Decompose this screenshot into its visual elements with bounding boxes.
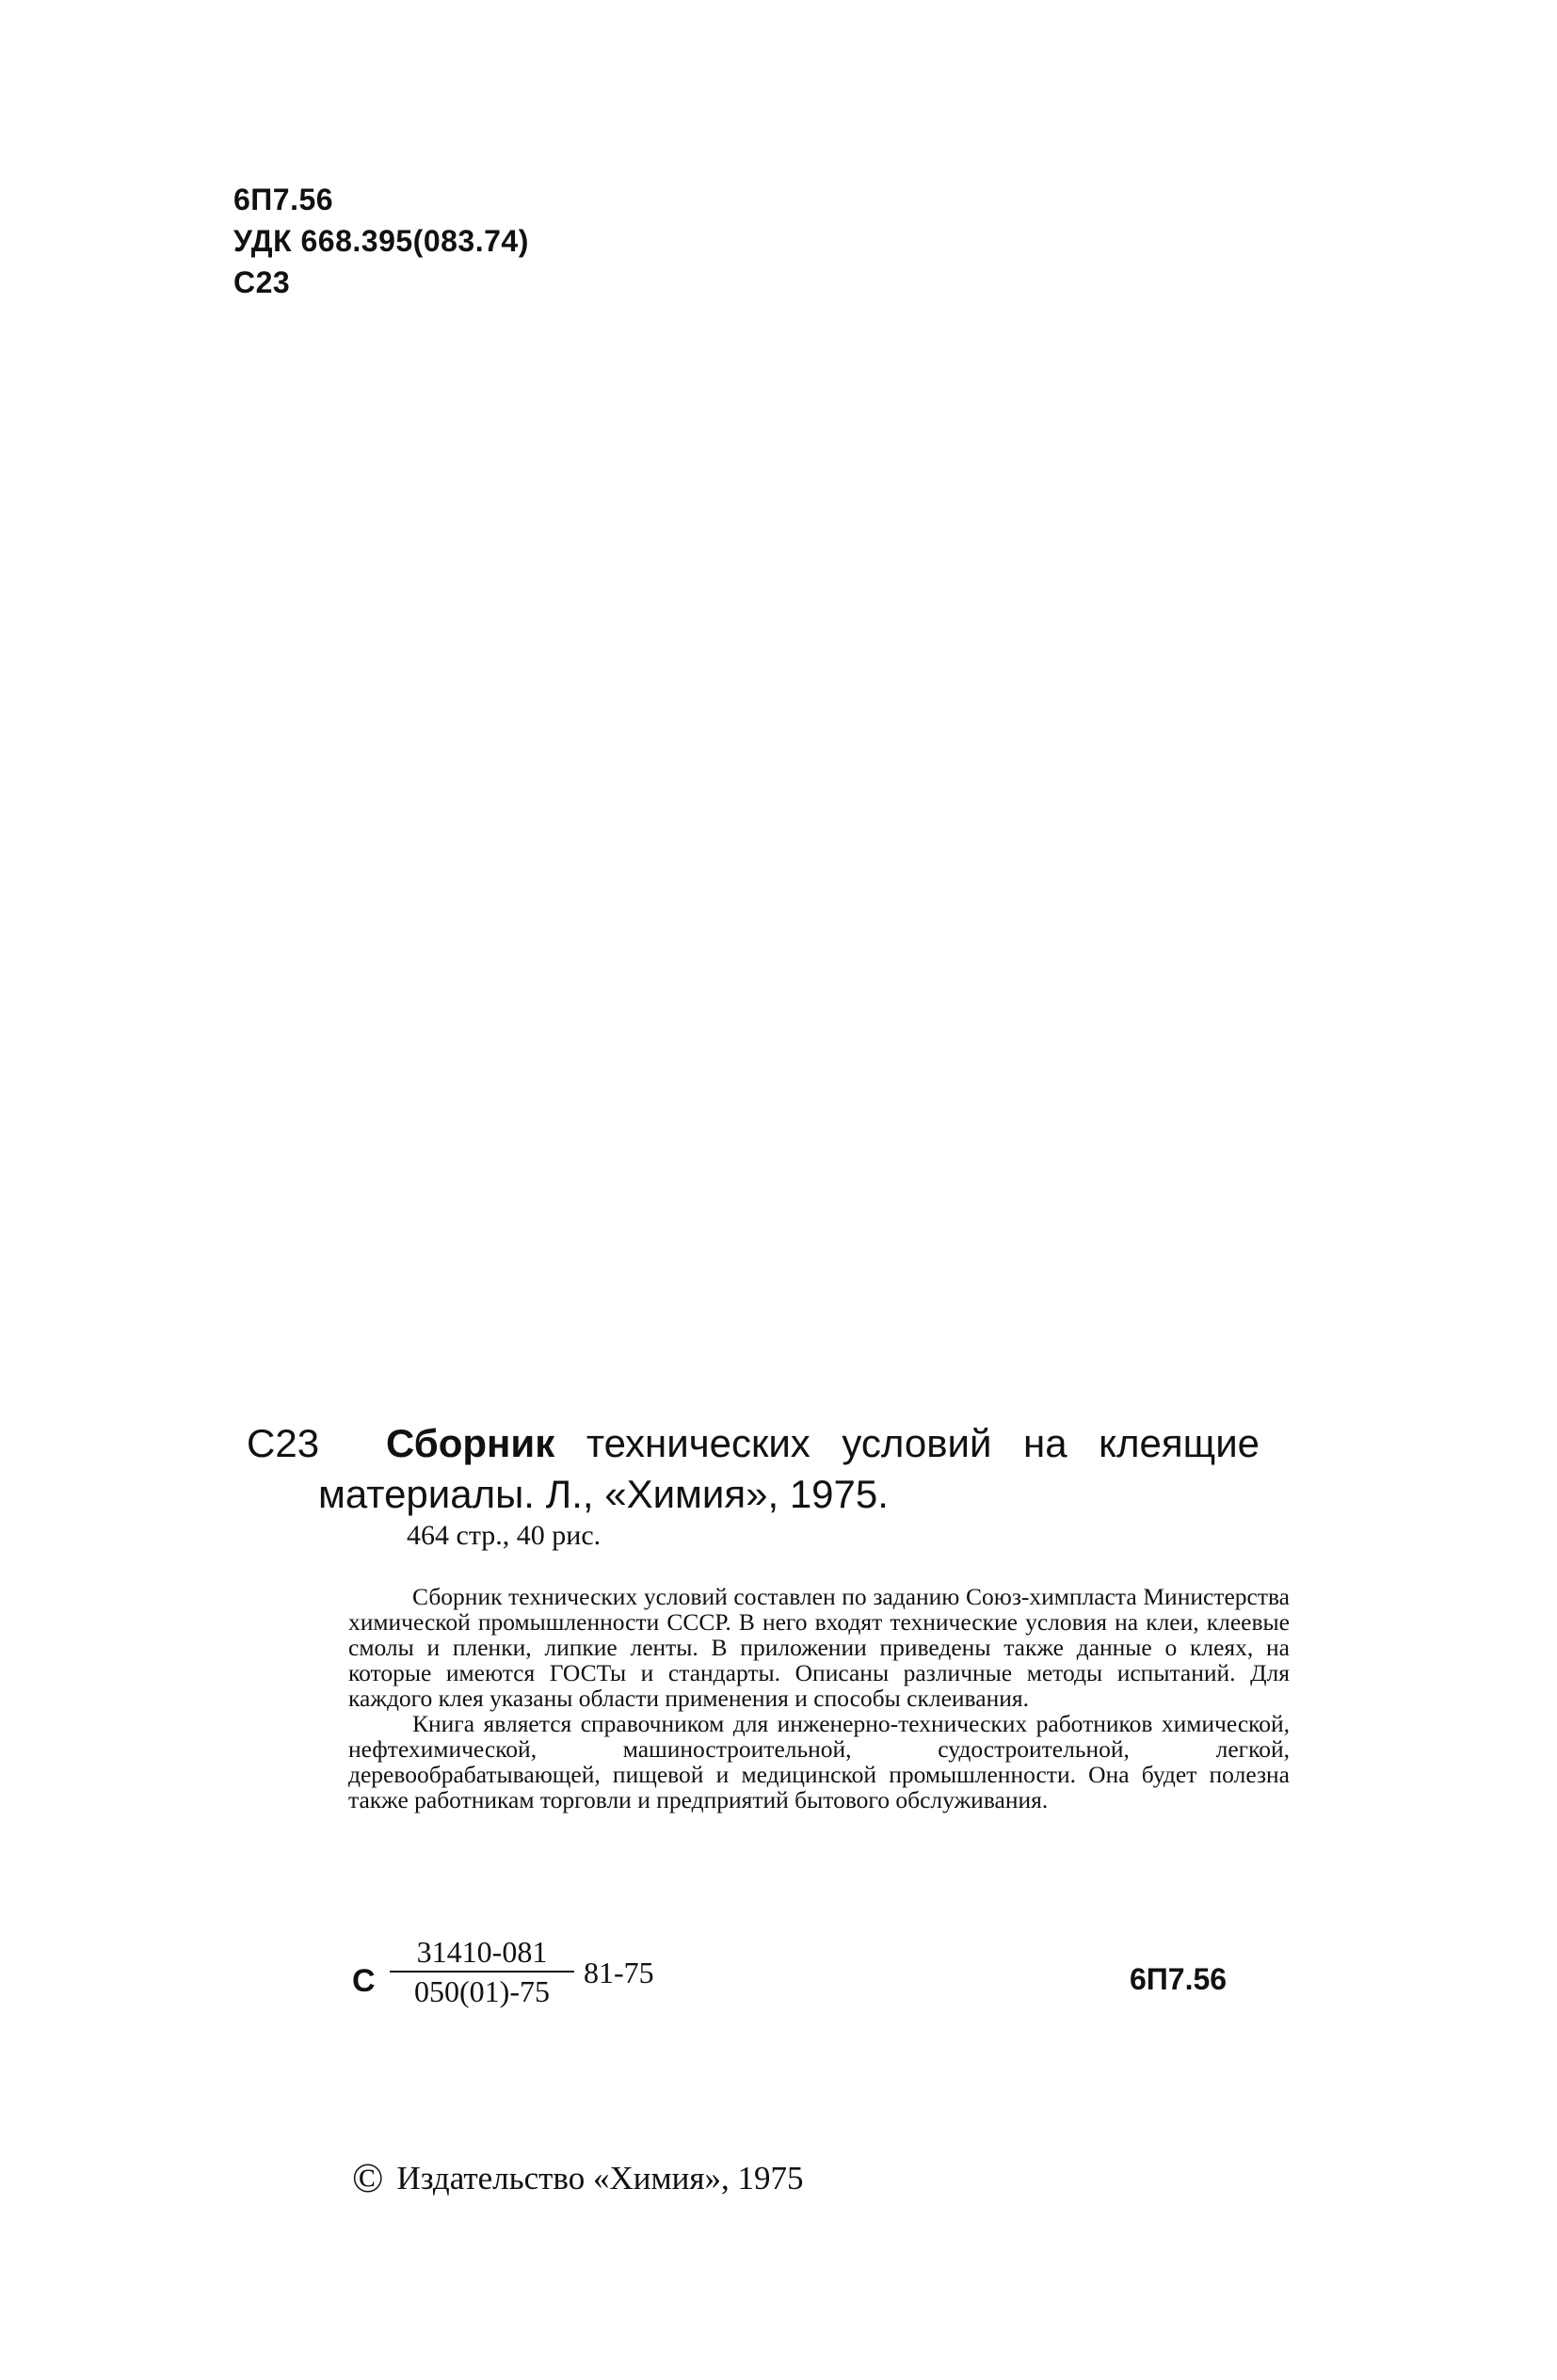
card-title-line-1 (318, 1418, 1260, 1469)
card-title-line-2: материалы. Л., «Химия», 1975. (318, 1472, 889, 1516)
copyright-text: Издательство «Химия», 1975 (396, 2160, 804, 2196)
index-denominator: 050(01)-75 (414, 1974, 550, 2008)
card-author-mark: С23 (247, 1421, 320, 1465)
card-pages: 464 стр., 40 рис. (407, 1520, 602, 1551)
abstract-paragraph-2: Книга является справочником для инженерно-технических работников химической, нефтехимической, машиностроительной, судостроительной, легкой, деревообрабатывающей, пищевой и медицинской промышленности. Она будет полезна также работникам торговли и предприятий бытового обслуживания. (348, 1710, 1290, 1813)
card-title (318, 1418, 1260, 1520)
author-mark: С23 (233, 265, 291, 299)
index-fraction (390, 1935, 574, 2008)
card-title-lead: Сборник (386, 1421, 555, 1465)
abstract-paragraph-1: Сборник технических условий составлен по заданию Союз-химпласта Министерства химической промышленности СССР. В него входят технические условия на клеи, клеевые смолы и пленки, липкие ленты. В приложении приведены также данные о клеях, на которые имеются ГОСТы и стандарты. Описаны различные методы испытаний. Для каждого клея указаны области применения и способы склеивания. (348, 1583, 1290, 1712)
index-right-code: 6П7.56 (1130, 1962, 1228, 1996)
index-numerator: 31410-081 (390, 1935, 574, 1973)
udc-code: УДК 668.395(083.74) (233, 224, 529, 258)
card-abstract (348, 1584, 1290, 1813)
copyright-icon: © (352, 2155, 384, 2201)
bbk-code: 6П7.56 (233, 183, 334, 216)
copyright-line (352, 2155, 804, 2201)
index-letter: С (352, 1963, 376, 1999)
card-title-rest: технических условий на клеящие (586, 1421, 1260, 1465)
index-suffix: 81-75 (584, 1956, 654, 1989)
